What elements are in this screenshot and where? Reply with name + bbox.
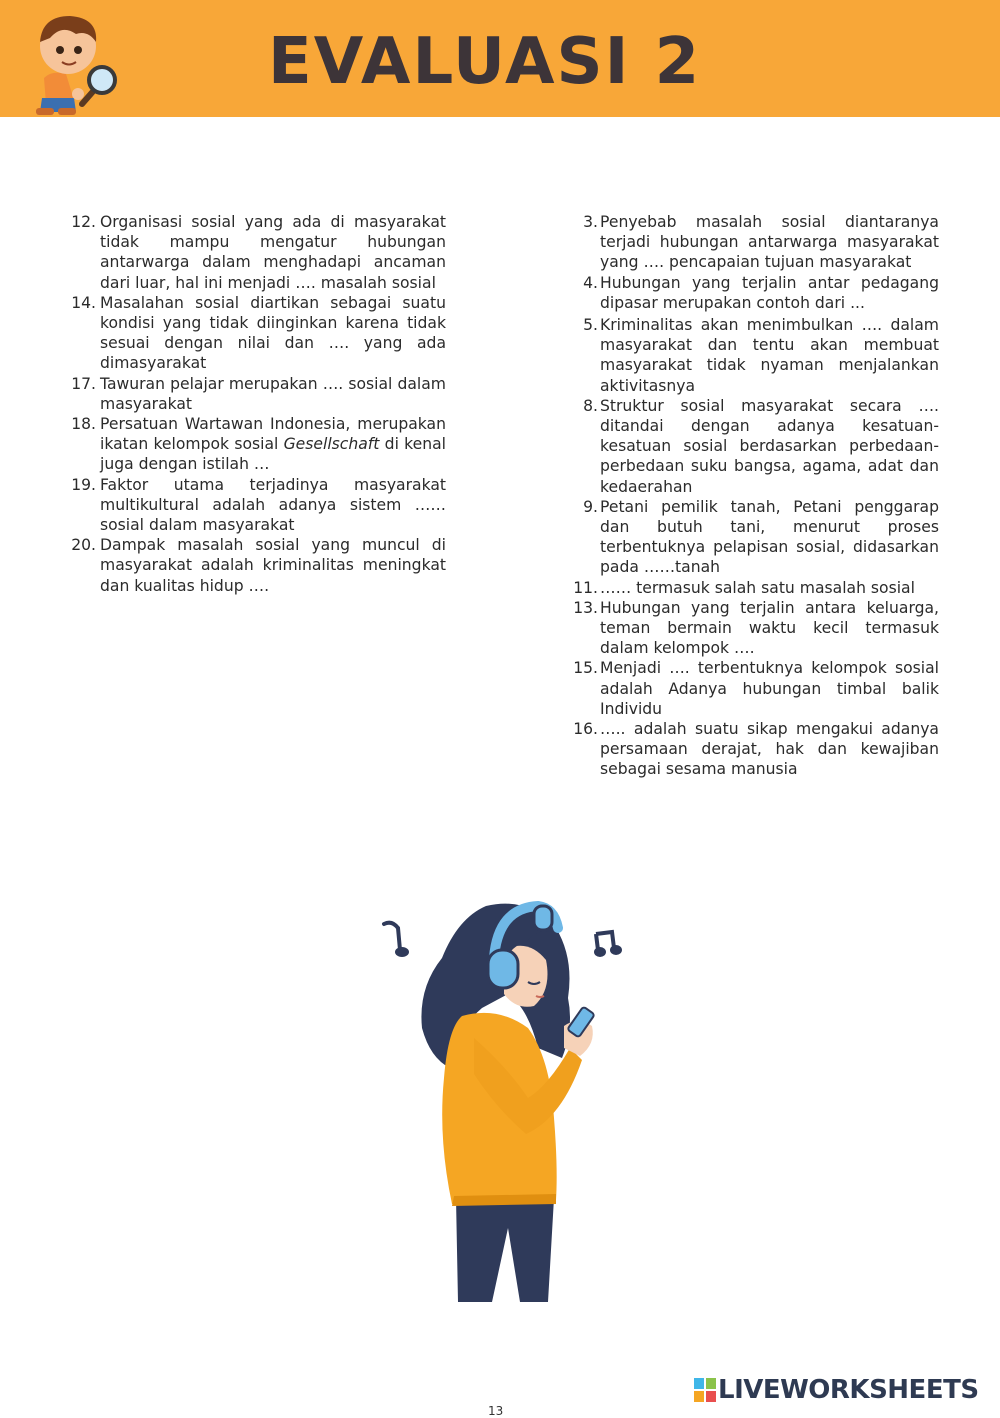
question-item [564,497,939,578]
liveworksheets-logo-icon [694,1378,716,1402]
question-text: Masalahan sosial diartikan sebagai suatu kondisi yang tidak diinginkan karena tidak sesuai dengan nilai dan …. yang ada dimasyarakat [100,293,446,373]
question-item [564,315,939,396]
question-item [564,658,939,719]
question-text: Struktur sosial masyarakat secara …. ditandai dengan adanya kesatuan-kesatuan sosial berdasarkan perbedaan-perbedaan suku bangsa, agama, adat dan kedaerahan [600,396,939,496]
question-number: 3. [583,213,598,231]
question-number: 20. [71,536,96,555]
question-number: 11. [573,578,598,597]
question-item [62,475,446,536]
question-item [564,396,939,497]
question-text: Penyebab masalah sosial diantaranya terjadi hubungan antarwarga masyarakat yang …. pencapaian tujuan masyarakat [600,213,939,272]
question-number: 4. [583,273,598,292]
question-text: Menjadi …. terbentuknya kelompok sosial adalah Adanya hubungan timbal balik Individu [600,659,939,718]
question-item [62,293,446,374]
question-number: 15. [573,659,598,678]
page-title: EVALUASI 2 [268,25,702,99]
question-text: Hubungan yang terjalin antara keluarga, teman bermain waktu kecil termasuk dalam kelompok …. [600,598,939,658]
question-item [564,578,939,598]
question-number: 8. [583,396,598,415]
question-number: 9. [583,497,598,516]
question-number: 17. [71,374,96,393]
question-text: Kriminalitas akan menimbulkan …. dalam masyarakat dan tentu akan membuat masyarakat tidak nyaman menjalankan aktivitasnya [600,316,939,395]
question-text-part: di kenal juga dengan istilah … [100,435,446,474]
question-text: Petani pemilik tanah, Petani penggarap dan butuh tani, menurut proses terbentuknya pelapisan sosial, didasarkan pada ……tanah [600,497,939,577]
question-number: 14. [71,293,96,312]
question-number: 19. [71,475,96,494]
question-item [62,535,446,596]
question-number: 13. [573,598,598,617]
question-number: 18. [71,415,96,434]
page-number: 13 [488,1404,504,1418]
question-number: 12. [71,213,96,231]
question-item [62,212,446,293]
question-item [62,414,446,475]
question-item [564,719,939,780]
question-text: …… termasuk salah satu masalah sosial [600,578,915,597]
brand-name: LIVEWORKSHEETS [718,1375,979,1405]
question-text [96,414,446,475]
question-text: Hubungan yang terjalin antar pedagang dipasar merupakan contoh dari ... [600,273,939,312]
girl-headphones-illustration [378,898,628,1302]
question-text-part: Persatuan Wartawan Indonesia, merupakan ikatan kelompok sosial [100,415,446,454]
question-item [564,212,939,273]
question-text: ….. adalah suatu sikap mengakui adanya persamaan derajat, hak dan kewajiban sebagai sesama manusia [600,720,939,779]
music-note-icon [384,923,409,957]
liveworksheets-logo [694,1374,979,1406]
question-number: 16. [573,720,598,739]
question-item [62,374,446,414]
question-item [564,273,939,313]
question-text-italic: Gesellschaft [283,435,380,454]
music-note-icon [594,932,622,957]
left-question-column [62,212,446,596]
question-text: Organisasi sosial yang ada di masyarakat tidak mampu mengatur hubungan antarwarga dalam menghadapi ancaman dari luar, hal ini menjadi …. masalah sosial [100,213,446,292]
question-text: Tawuran pelajar merupakan …. sosial dalam masyarakat [100,374,446,413]
kid-magnifier-icon [22,8,122,116]
question-item [564,598,939,659]
question-text: Dampak masalah sosial yang muncul di masyarakat adalah kriminalitas meningkat dan kualitas hidup …. [100,536,446,595]
right-question-column [564,212,939,780]
question-text: Faktor utama terjadinya masyarakat multikultural adalah adanya sistem …… sosial dalam masyarakat [100,475,446,535]
question-number: 5. [583,316,598,335]
